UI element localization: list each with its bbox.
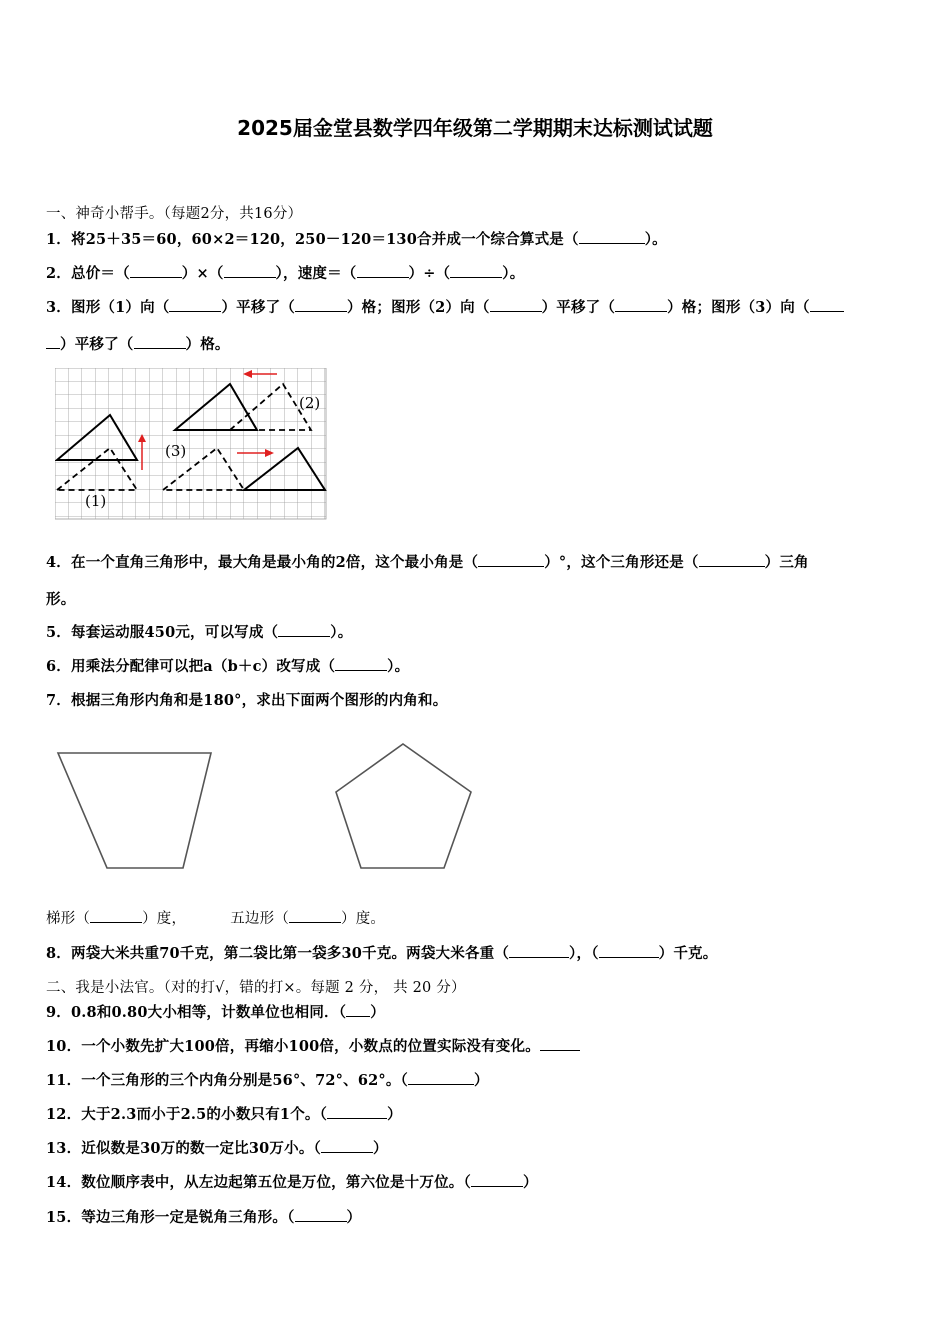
q8-text: ）千克。 [658, 945, 718, 962]
svg-text:(2): (2) [299, 394, 321, 412]
q3-blank-3[interactable] [490, 297, 542, 312]
q13-text: 13．近似数是30万的数一定比30万小。（ [46, 1140, 321, 1157]
q14-text: ） [522, 1174, 538, 1191]
question-7: 7．根据三角形内角和是180°，求出下面两个图形的内角和。 [46, 692, 448, 709]
q10-blank[interactable] [540, 1036, 580, 1051]
question-7-answer [46, 907, 385, 928]
trapezoid-angle-blank[interactable] [90, 908, 142, 923]
q8-text: 8．两袋大米共重70千克，第二袋比第一袋多30千克。两袋大米各重（ [46, 945, 510, 962]
q7-text: 梯形（ [46, 911, 91, 927]
svg-text:(3): (3) [165, 442, 187, 460]
question-8 [46, 942, 717, 963]
translation-grid-figure [55, 368, 327, 520]
q3-text: ）平移了（ [541, 299, 616, 316]
section2-heading: 二、我是小法官。（对的打√，错的打×。每题 2 分， 共 20 分） [46, 980, 466, 996]
q12-blank[interactable] [327, 1104, 387, 1119]
q7-text: 五边形（ [230, 911, 290, 927]
q3-blank-2[interactable] [295, 297, 347, 312]
question-3 [46, 296, 844, 317]
q2-text: ）÷（ [408, 265, 451, 282]
q6-text: 6．用乘法分配律可以把a（b＋c）改写成（ [46, 658, 336, 675]
pentagon-figure [333, 740, 475, 875]
q5-blank[interactable] [278, 622, 330, 637]
q2-blank-2[interactable] [224, 263, 276, 278]
q2-blank-3[interactable] [357, 263, 409, 278]
question-3-cont [46, 333, 230, 354]
q3-text: ）平移了（ [60, 336, 134, 353]
q8-blank-1[interactable] [509, 943, 569, 958]
q3-blank-4[interactable] [615, 297, 667, 312]
q4-text: ）°，这个三角形还是（ [544, 554, 699, 571]
q8-blank-2[interactable] [599, 943, 659, 958]
q3-blank-6[interactable] [134, 334, 186, 349]
question-9 [46, 1001, 385, 1022]
q9-text: 9．0.8和0.80大小相等，计数单位也相同．（ [46, 1004, 347, 1021]
question-4 [46, 551, 809, 572]
q14-text: 14．数位顺序表中，从左边起第五位是万位，第六位是十万位。（ [46, 1174, 471, 1191]
q8-text: ），（ [569, 945, 599, 962]
q6-blank[interactable] [335, 656, 387, 671]
q3-blank-1[interactable] [169, 297, 221, 312]
question-1 [46, 228, 667, 249]
question-6 [46, 655, 409, 676]
question-5 [46, 621, 352, 642]
q3-blank-5-cont[interactable] [46, 334, 60, 349]
q3-text: ）格；图形（3）向（ [667, 299, 810, 316]
q2-blank-1[interactable] [130, 263, 182, 278]
q15-text: ） [346, 1209, 362, 1226]
q12-text: ） [387, 1106, 402, 1123]
q9-text: ） [370, 1004, 385, 1021]
page-title: 2025届金堂县数学四年级第二学期期末达标测试试题 [237, 116, 713, 140]
svg-text:(1): (1) [85, 492, 107, 510]
q4-text: 4．在一个直角三角形中，最大角是最小角的2倍，这个最小角是（ [46, 554, 479, 571]
q4-text: ）三角 [764, 554, 809, 571]
q13-text: ） [372, 1140, 388, 1157]
trapezoid-figure [55, 740, 215, 875]
question-13 [46, 1137, 388, 1158]
q15-text: 15．等边三角形一定是锐角三角形。（ [46, 1209, 295, 1226]
q2-blank-4[interactable] [450, 263, 502, 278]
q3-text: ）格。 [185, 336, 230, 353]
q11-text: 11．一个三角形的三个内角分别是56°、72°、62°。（ [46, 1072, 409, 1089]
q2-text: ）。 [502, 265, 525, 282]
q1-text: 1．将25＋35＝60，60×2＝120，250－120＝130合并成一个综合算式是（ [46, 231, 579, 248]
q2-text: 2．总价＝（ [46, 265, 130, 282]
q5-text: ）。 [330, 624, 353, 641]
question-15 [46, 1206, 361, 1227]
q11-blank[interactable] [408, 1070, 474, 1085]
q3-text: 3．图形（1）向（ [46, 299, 170, 316]
q1-text-end: ）。 [644, 231, 667, 248]
q2-text: ），速度＝（ [275, 265, 357, 282]
q4-blank-1[interactable] [478, 552, 544, 567]
q10-text: 10．一个小数先扩大100倍，再缩小100倍，小数点的位置实际没有变化。 [46, 1038, 540, 1055]
q7-text: ）度， [142, 911, 187, 927]
q2-text: ）×（ [181, 265, 224, 282]
question-11 [46, 1069, 489, 1090]
q6-text: ）。 [387, 658, 410, 675]
question-10 [46, 1035, 580, 1056]
q13-blank[interactable] [321, 1138, 373, 1153]
q9-blank[interactable] [346, 1002, 370, 1017]
q3-blank-5[interactable] [810, 297, 844, 312]
q1-blank[interactable] [579, 229, 645, 244]
q15-blank[interactable] [295, 1207, 347, 1222]
q3-text: ）格；图形（2）向（ [346, 299, 490, 316]
section1-heading: 一、神奇小帮手。（每题2分，共16分） [46, 206, 303, 222]
q14-blank[interactable] [471, 1172, 523, 1187]
q11-text: ） [474, 1072, 489, 1089]
question-14 [46, 1171, 538, 1192]
q4-blank-2[interactable] [699, 552, 765, 567]
q5-text: 5．每套运动服450元，可以写成（ [46, 624, 279, 641]
q3-text: ）平移了（ [221, 299, 295, 316]
question-12 [46, 1103, 402, 1124]
q12-text: 12．大于2.3而小于2.5的小数只有1个。（ [46, 1106, 328, 1123]
q7-text: ）度。 [341, 911, 386, 927]
question-2 [46, 262, 524, 283]
pentagon-angle-blank[interactable] [289, 908, 341, 923]
question-4-cont: 形。 [46, 591, 76, 608]
